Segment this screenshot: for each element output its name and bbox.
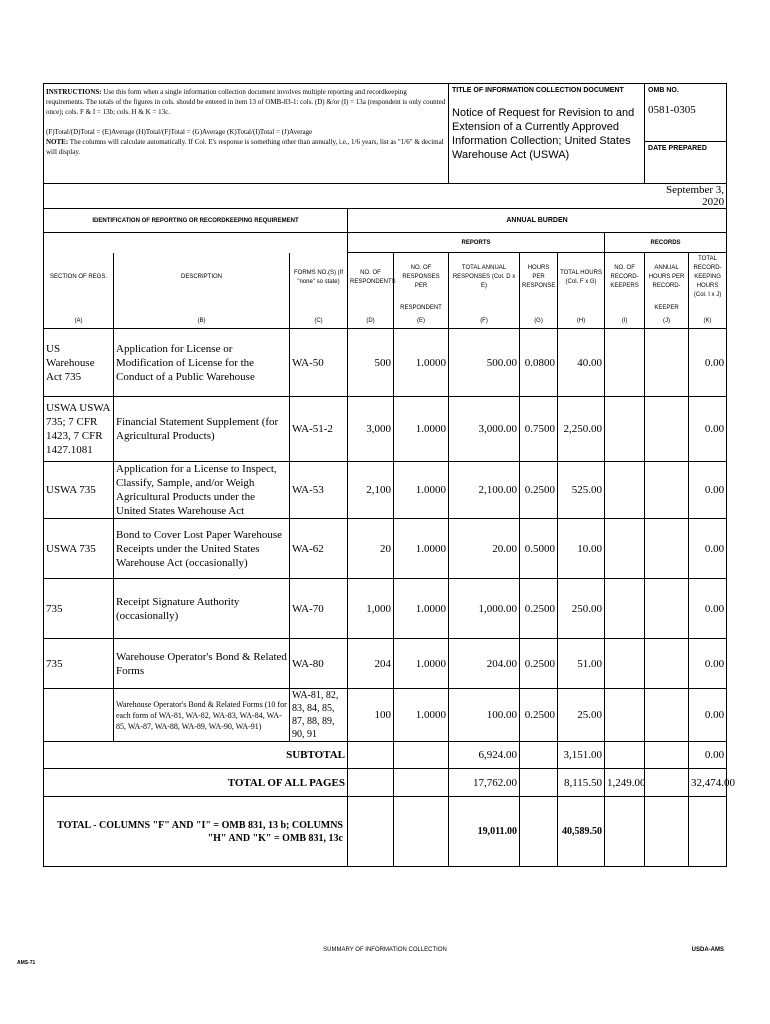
row-section: 735 (44, 579, 114, 639)
row-total-record: 0.00 (689, 519, 727, 579)
row-total-annual: 2,100.00 (449, 462, 520, 519)
row-description: Warehouse Operator's Bond & Related Forms (114, 639, 290, 689)
row-hours-per: 0.0800 (520, 329, 558, 397)
table-row (44, 397, 727, 462)
row-description: Application for a License to Inspect, Classify, Sample, and/or Weigh Agricultural Products under the United States Warehouse Act (114, 462, 290, 519)
row-description: Application for License or Modification of License for the Conduct of a Public Warehouse (114, 329, 290, 397)
grand-total-row (44, 797, 727, 867)
note-text: The columns will calculate automatically. If Col. E's response is something other than annually, i.e., 1/6 years, list as "1/6" & decimal will display. (46, 138, 444, 156)
row-hours-per: 0.2500 (520, 639, 558, 689)
col-annual-hours-sub: KEEPER (645, 303, 689, 315)
row-respondents: 204 (348, 639, 394, 689)
row-form: WA-53 (290, 462, 348, 519)
col-letter: (I) (605, 315, 645, 329)
row-form: WA-50 (290, 329, 348, 397)
row-responses: 1.0000 (394, 397, 449, 462)
col-letter: (J) (645, 315, 689, 329)
row-form: WA-80 (290, 639, 348, 689)
row-responses: 1.0000 (394, 329, 449, 397)
row-hours-per: 0.7500 (520, 397, 558, 462)
col-respondents-header: NO. OF RESPONDENTS (348, 253, 394, 303)
row-total-hours: 2,250.00 (558, 397, 605, 462)
row-responses: 1.0000 (394, 579, 449, 639)
row-respondents: 20 (348, 519, 394, 579)
row-form: WA-70 (290, 579, 348, 639)
row-hours-per: 0.5000 (520, 519, 558, 579)
records-heading: RECORDS (605, 233, 727, 253)
omb-label: OMB NO. (648, 87, 679, 94)
row-section: USWA 735 (44, 462, 114, 519)
row-description: Receipt Signature Authority (occasionally) (114, 579, 290, 639)
row-total-record: 0.00 (689, 579, 727, 639)
title-block (449, 84, 645, 184)
footer-agency-code: USDA-AMS (691, 947, 724, 953)
row-total-annual: 500.00 (449, 329, 520, 397)
subtotal-total-annual: 6,924.00 (449, 742, 520, 769)
grand-total-label: TOTAL - COLUMNS "F" AND "I" = OMB 831, 13 b; COLUMNS "H" AND "K" = OMB 831, 13c (44, 797, 348, 867)
table-row (44, 462, 727, 519)
row-respondents: 100 (348, 689, 394, 742)
row-section: USWA 735 (44, 519, 114, 579)
col-letter: (E) (394, 315, 449, 329)
row-total-annual: 3,000.00 (449, 397, 520, 462)
date-prepared: September 3, 2020 (645, 184, 727, 209)
omb-block (645, 84, 727, 184)
instructions-text: Use this form when a single information collection document involves multiple reporting and recordkeeping requirements. The totals of the figures in cols. should be entered in item 13 of OMB-83-1: cols. (D) &/or (I) = 13a (respondent is only counted once); cols. F & I = 13b; cols. H & K = 13c. (46, 88, 446, 116)
col-letter: (D) (348, 315, 394, 329)
information-collection-form (43, 83, 736, 868)
total-all-pages-label: TOTAL OF ALL PAGES (114, 769, 348, 797)
reports-heading: REPORTS (348, 233, 605, 253)
row-respondents: 1,000 (348, 579, 394, 639)
form-table (43, 83, 736, 867)
row-total-hours: 10.00 (558, 519, 605, 579)
row-total-record: 0.00 (689, 639, 727, 689)
row-form: WA-51-2 (290, 397, 348, 462)
title-label: TITLE OF INFORMATION COLLECTION DOCUMENT (452, 87, 624, 94)
row-description: Financial Statement Supplement (for Agricultural Products) (114, 397, 290, 462)
column-letters-row (44, 315, 727, 329)
row-total-hours: 51.00 (558, 639, 605, 689)
row-section: US Warehouse Act 735 (44, 329, 114, 397)
table-row (44, 689, 727, 742)
row-total-hours: 525.00 (558, 462, 605, 519)
row-hours-per: 0.2500 (520, 462, 558, 519)
footer-form-number: AMS-71 (17, 960, 36, 966)
col-section-header: SECTION OF REGS. (44, 253, 114, 303)
formula-text: (F)Total/(D)Total = (E)Average (H)Total/(F)Total = (G)Average (K)Total/(I)Total = (J)Average (46, 128, 313, 136)
instructions-label: INSTRUCTIONS: (46, 88, 102, 96)
identification-heading: IDENTIFICATION OF REPORTING OR RECORDKEEPING REQUIREMENT (44, 209, 348, 233)
subtotal-total-record: 0.00 (689, 742, 727, 769)
annual-burden-heading: ANNUAL BURDEN (348, 209, 727, 233)
row-responses: 1.0000 (394, 689, 449, 742)
row-total-hours: 250.00 (558, 579, 605, 639)
row-respondents: 500 (348, 329, 394, 397)
col-total-record-header: TOTAL RECORD- KEEPING HOURS (Col. I x J) (689, 253, 727, 303)
table-row (44, 579, 727, 639)
col-letter: (F) (449, 315, 520, 329)
col-letter: (H) (558, 315, 605, 329)
col-letter: (G) (520, 315, 558, 329)
row-total-annual: 1,000.00 (449, 579, 520, 639)
row-total-record: 0.00 (689, 689, 727, 742)
instructions-block (44, 84, 449, 184)
omb-number: 0581-0305 (648, 104, 696, 116)
date-label: DATE PREPARED (648, 145, 707, 152)
row-respondents: 2,100 (348, 462, 394, 519)
grand-total-annual: 19,011.00 (449, 797, 520, 867)
subtotal-label: SUBTOTAL (114, 742, 348, 769)
col-annual-hours-header: ANNUAL HOURS PER RECORD- (645, 253, 689, 303)
row-total-record: 0.00 (689, 397, 727, 462)
row-total-record: 0.00 (689, 462, 727, 519)
row-hours-per: 0.2500 (520, 689, 558, 742)
table-row (44, 639, 727, 689)
row-total-annual: 100.00 (449, 689, 520, 742)
col-total-annual-header: TOTAL ANNUAL RESPONSES (Col. D x E) (449, 253, 520, 303)
row-section: USWA USWA 735; 7 CFR 1423, 7 CFR 1427.1081 (44, 397, 114, 462)
row-respondents: 3,000 (348, 397, 394, 462)
col-letter: (K) (689, 315, 727, 329)
row-responses: 1.0000 (394, 519, 449, 579)
row-description: Warehouse Operator's Bond & Related Forms (10 for each form of WA-81, WA-82, WA-83, WA-84, WA-85, WA-87, WA-88, WA-89, WA-90, WA-91) (114, 689, 290, 742)
collection-title: Notice of Request for Revision to and Extension of a Currently Approved Information Collection; United States Warehouse Act (USWA) (452, 107, 635, 161)
row-section (44, 689, 114, 742)
col-record-keepers-header: NO. OF RECORD- KEEPERS (605, 253, 645, 303)
total-all-pages-row (44, 769, 727, 797)
row-total-annual: 204.00 (449, 639, 520, 689)
footer-summary-label: SUMMARY OF INFORMATION COLLECTION (323, 947, 447, 953)
row-section: 735 (44, 639, 114, 689)
table-row (44, 329, 727, 397)
table-row (44, 519, 727, 579)
row-description: Bond to Cover Lost Paper Warehouse Receipts under the United States Warehouse Act (occasionally) (114, 519, 290, 579)
row-form: WA-81, 82, 83, 84, 85, 87, 88, 89, 90, 91 (290, 689, 348, 742)
row-hours-per: 0.2500 (520, 579, 558, 639)
grand-total-hours: 40,589.50 (558, 797, 605, 867)
col-letter: (C) (290, 315, 348, 329)
total-all-total-record: 32,474.00 (689, 769, 727, 797)
col-total-hours-header: TOTAL HOURS (Col. F x G) (558, 253, 605, 303)
total-all-record-keepers: 1,249.00 (605, 769, 645, 797)
row-total-record: 0.00 (689, 329, 727, 397)
total-all-total-annual: 17,762.00 (449, 769, 520, 797)
col-hours-per-header: HOURS PER RESPONSE (520, 253, 558, 303)
col-responses-sub: RESPONDENT (394, 303, 449, 315)
row-total-annual: 20.00 (449, 519, 520, 579)
subtotal-row (44, 742, 727, 769)
row-form: WA-62 (290, 519, 348, 579)
col-forms-header: FORMS NO.(S) (If "none" so state) (290, 253, 348, 303)
row-responses: 1.0000 (394, 639, 449, 689)
note-label: NOTE: (46, 138, 69, 146)
row-responses: 1.0000 (394, 462, 449, 519)
col-letter: (B) (114, 315, 290, 329)
col-description-header: DESCRIPTION (114, 253, 290, 303)
row-total-hours: 25.00 (558, 689, 605, 742)
subtotal-total-hours: 3,151.00 (558, 742, 605, 769)
total-all-total-hours: 8,115.50 (558, 769, 605, 797)
row-total-hours: 40.00 (558, 329, 605, 397)
col-responses-header: NO. OF RESPONSES PER (394, 253, 449, 303)
col-letter: (A) (44, 315, 114, 329)
